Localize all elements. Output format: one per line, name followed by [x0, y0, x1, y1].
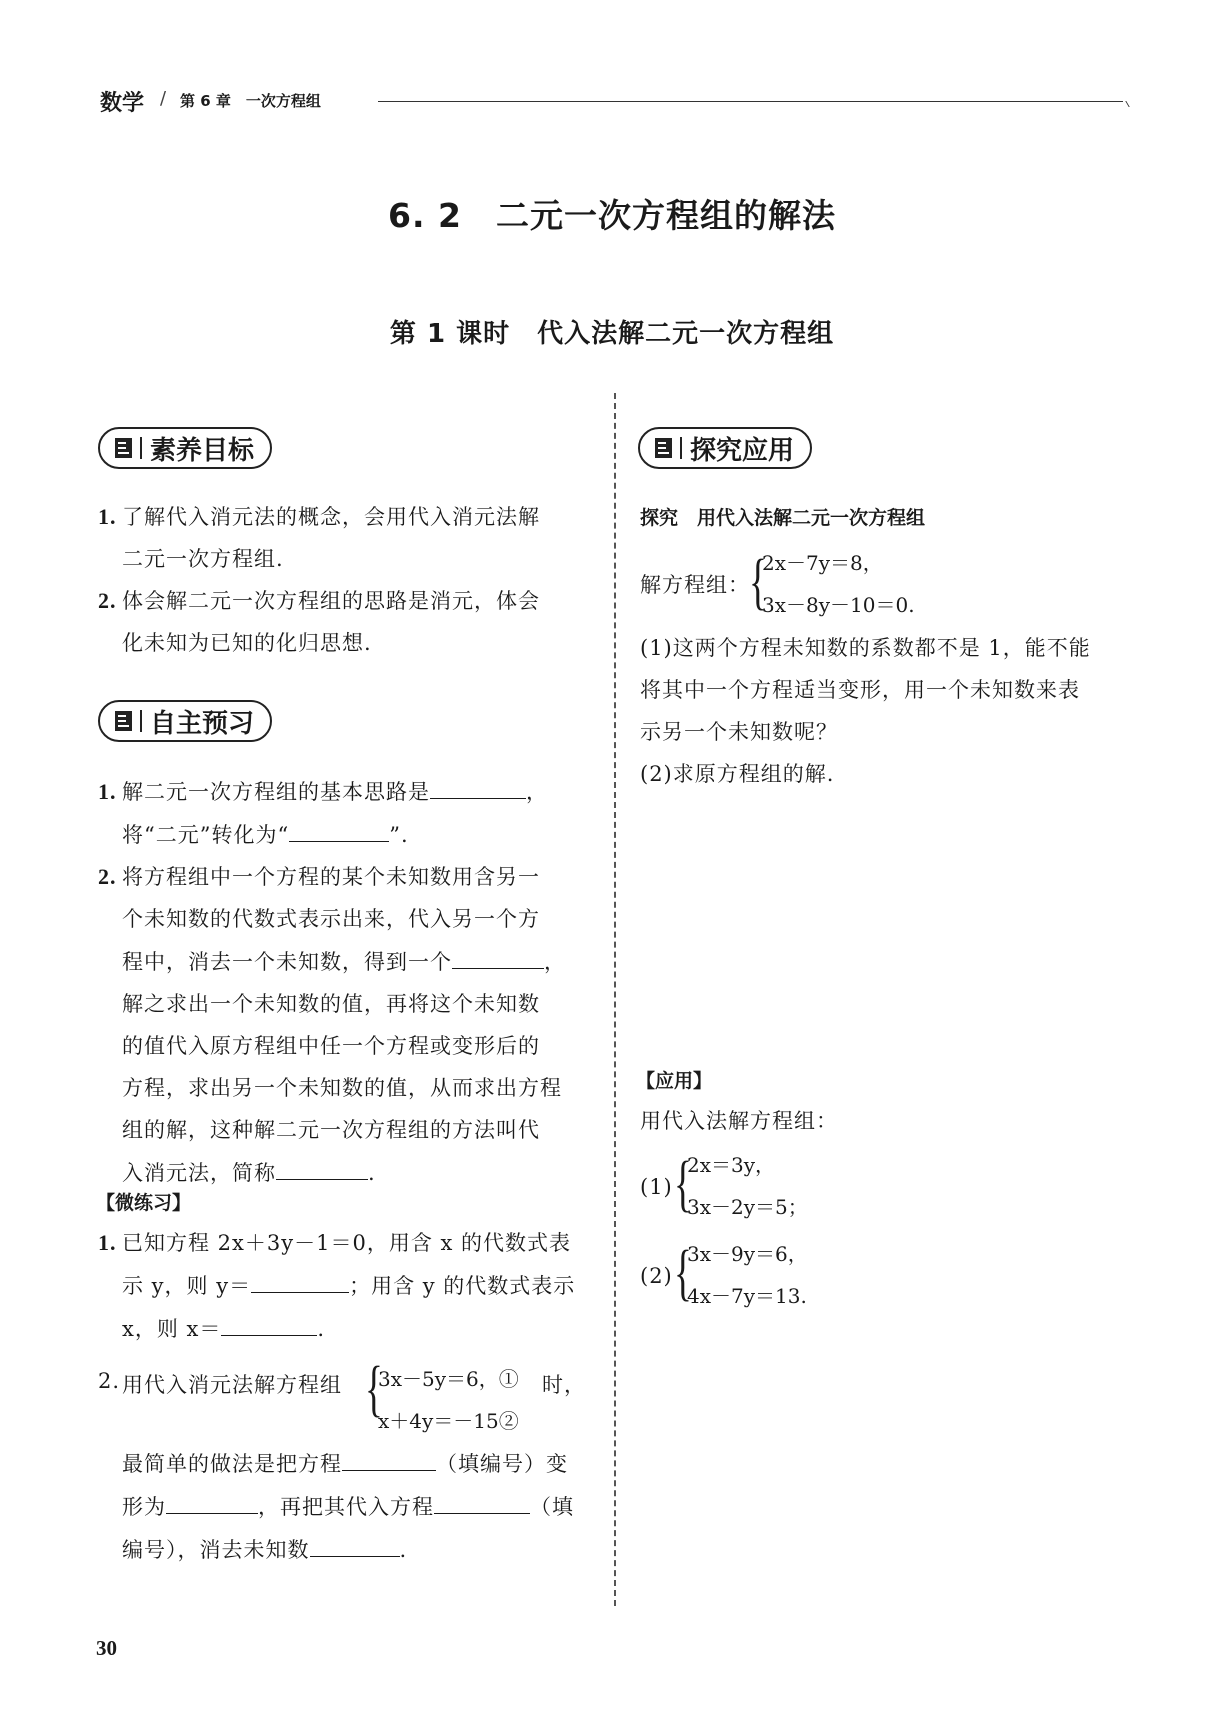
goal-text: 体会解二元一次方程组的思路是消元，体会 [122, 589, 540, 613]
exercise-line [122, 1528, 608, 1571]
exercise-text: （填 [530, 1495, 574, 1519]
equation-system [378, 1358, 519, 1442]
preview-item-1 [98, 770, 608, 813]
exercise-text: （填编号）变 [436, 1452, 568, 1476]
explore-badge-label: 探究应用 [690, 435, 795, 466]
equation: 3x－5y＝6，① [378, 1367, 519, 1391]
equation: 3x－9y＝6， [687, 1242, 808, 1266]
book-icon [114, 710, 134, 732]
section-title: 6. 2 二元一次方程组的解法 [388, 196, 836, 235]
exercise-text: x，则 x＝ [122, 1317, 222, 1341]
exercise-text: ，再把其代入方程 [258, 1495, 434, 1519]
exercise-text: 编号），消去未知数 [122, 1538, 310, 1562]
answer-blank[interactable] [342, 1442, 436, 1471]
answer-blank[interactable] [221, 1307, 317, 1336]
preview-text: 将方程组中一个方程的某个未知数用含另一 [122, 865, 540, 889]
system-brace: { [748, 548, 767, 616]
equation: 3x－8y－10＝0. [762, 593, 915, 617]
problem-label: (1) [640, 1175, 673, 1199]
preview-text: 方程，求出另一个未知数的值，从而求出方程 [122, 1076, 562, 1100]
exercise-line [98, 1307, 608, 1350]
equation: 2x－7y＝8， [762, 551, 883, 575]
exercise-text: 示 y，则 y＝ [122, 1274, 252, 1298]
preview-text: 程中，消去一个未知数，得到一个 [122, 950, 452, 974]
preview-text: 的值代入原方程组中任一个方程或变形后的 [122, 1034, 540, 1058]
preview-badge [98, 700, 272, 742]
goal-text-cont: 化未知为已知的化归思想. [122, 631, 372, 655]
header-rule-hook [1119, 101, 1129, 107]
header-chapter: 第 6 章 一次方程组 [180, 92, 321, 110]
equation: 3x－2y＝5； [687, 1195, 808, 1219]
preview-text: 入消元法，简称 [122, 1161, 276, 1185]
exercise-text: . [317, 1317, 326, 1341]
header-subject: 数学 [100, 91, 145, 116]
exercise-text: 已知方程 2x＋3y－1＝0，用含 x 的代数式表 [122, 1231, 572, 1255]
book-icon [654, 437, 674, 459]
goals-badge [98, 427, 272, 469]
preview-line [98, 940, 608, 983]
question-text: 将其中一个方程适当变形，用一个未知数来表 [640, 678, 1080, 702]
header-slash: / [160, 88, 167, 109]
page-number: 30 [96, 1636, 117, 1660]
preview-text: 个未知数的代数式表示出来，代入另一个方 [122, 907, 540, 931]
goal-text-cont: 二元一次方程组. [122, 547, 284, 571]
exercise-line [98, 1264, 608, 1307]
answer-blank[interactable] [251, 1264, 349, 1293]
exercise-2-body [122, 1442, 608, 1571]
exercise-2-number: 2. [98, 1369, 121, 1393]
equation-system [687, 1233, 808, 1317]
preview-number: 2. [98, 864, 117, 889]
exercise-line [122, 1485, 608, 1528]
solve-label: 解方程组： [640, 573, 750, 597]
goals-list [98, 496, 598, 664]
problem-label: (2) [640, 1264, 673, 1288]
book-icon [114, 437, 134, 459]
equation: 2x＝3y， [687, 1153, 776, 1177]
exercise-2-text: 用代入消元法解方程组 [122, 1373, 342, 1397]
exercise-text: 最简单的做法是把方程 [122, 1452, 342, 1476]
explore-heading: 探究 用代入法解二元一次方程组 [640, 507, 926, 529]
explore-questions [640, 627, 1140, 795]
answer-blank[interactable] [166, 1485, 258, 1514]
answer-blank[interactable] [434, 1485, 530, 1514]
preview-text: ”. [389, 823, 409, 847]
answer-blank[interactable] [430, 770, 526, 799]
preview-text: ， [544, 950, 566, 974]
preview-text: 解之求出一个未知数的值，再将这个未知数 [122, 992, 540, 1016]
preview-text: 组的解，这种解二元一次方程组的方法叫代 [122, 1118, 540, 1142]
badge-separator [140, 710, 142, 732]
answer-blank[interactable] [310, 1528, 400, 1557]
goal-item [98, 496, 598, 538]
goal-number: 2. [98, 588, 117, 613]
goal-item [98, 580, 598, 622]
exercise-text: ；用含 y 的代数式表示 [349, 1274, 576, 1298]
apply-heading: 【应用】 [636, 1070, 713, 1092]
preview-text: ， [526, 780, 548, 804]
answer-blank[interactable] [289, 813, 389, 842]
preview-item-1-cont [98, 813, 608, 856]
equation-system [687, 1144, 808, 1228]
explore-badge [638, 427, 812, 469]
system-brace: { [673, 1239, 692, 1307]
preview-badge-label: 自主预习 [150, 708, 255, 739]
badge-separator [140, 437, 142, 459]
mini-practice-heading: 【微练习】 [96, 1192, 192, 1214]
goals-badge-label: 素养目标 [150, 435, 255, 466]
preview-item-2 [98, 856, 608, 898]
answer-blank[interactable] [276, 1151, 368, 1180]
exercise-text: . [399, 1538, 408, 1562]
apply-intro: 用代入法解方程组： [640, 1109, 838, 1133]
equation: x＋4y＝－15② [378, 1409, 519, 1433]
question-text: 示另一个未知数呢？ [640, 720, 838, 744]
preview-text: 解二元一次方程组的基本思路是 [122, 780, 430, 804]
column-divider [614, 393, 616, 1606]
question-text: (1)这两个方程未知数的系数都不是 1，能不能 [640, 636, 1091, 660]
answer-blank[interactable] [452, 940, 544, 969]
badge-separator [680, 437, 682, 459]
lesson-title: 第 1 课时 代入法解二元一次方程组 [389, 319, 835, 349]
preview-list [98, 770, 608, 1194]
equation-system [762, 542, 915, 626]
exercise-line [98, 1222, 608, 1264]
exercise-number: 1. [98, 1230, 117, 1255]
goal-text: 了解代入消元法的概念，会用代入消元法解 [122, 505, 540, 529]
preview-text: 将“二元”转化为“ [122, 823, 290, 847]
preview-text: . [368, 1161, 376, 1185]
question-text: (2)求原方程组的解. [640, 762, 835, 786]
exercise-text: 形为 [122, 1495, 166, 1519]
exercise-2-text: 时， [542, 1373, 586, 1397]
exercise-line [122, 1442, 608, 1485]
system-brace: { [364, 1355, 383, 1423]
header-rule [378, 101, 1123, 102]
mini-practice-1 [98, 1222, 608, 1350]
preview-number: 1. [98, 779, 117, 804]
equation: 4x－7y＝13. [687, 1284, 807, 1308]
system-brace: { [673, 1150, 692, 1218]
goal-number: 1. [98, 504, 117, 529]
